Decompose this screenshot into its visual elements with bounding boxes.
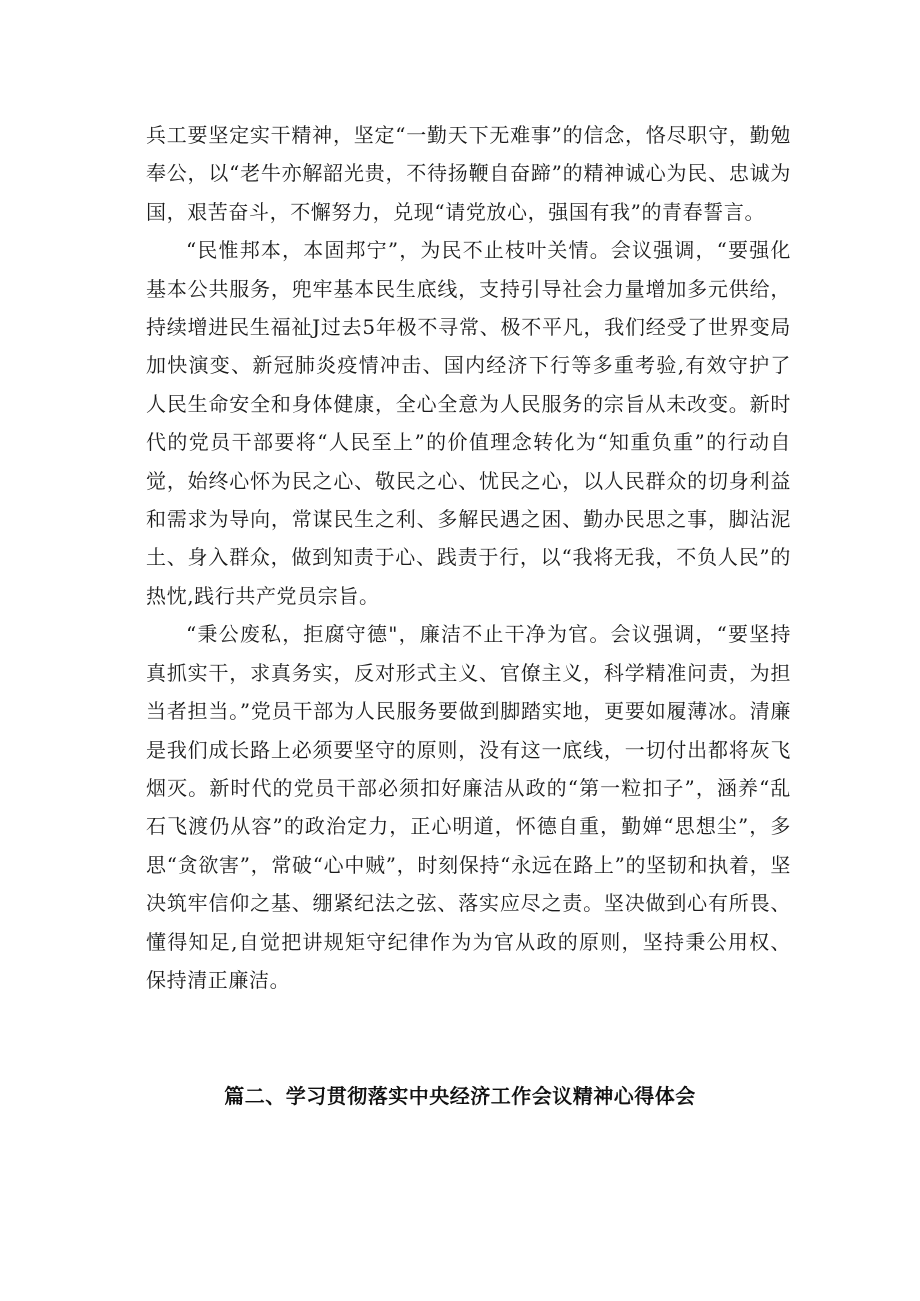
paragraph-2: “民惟邦本，本固邦宁”，为民不止枝叶关情。会议强调，“要强化基本公共服务，兜牢基本民生底线，支持引导社会力量增加多元供给，持续增进民生福祉J过去5年极不寻常、极不平凡，我们经受了世界变局加快演变、新冠肺炎疫情冲击、国内经济下行等多重考验,有效守护了人民生命安全和身体健康，全心全意为人民服务的宗旨从未改变。新时代的党员干部要将“人民至上”的价值理念转化为“知重负重”的行动自觉，始终心怀为民之心、敬民之心、忧民之心，以人民群众的切身利益和需求为导向，常谋民生之利、多解民遇之困、勤办民思之事，脚沾泥土、身入群众，做到知责于心、践责于行，以“我将无我，不负人民”的热忱,践行共产党员宗旨。 — [146, 238, 791, 608]
paragraph-3: “秉公废私，拒腐守德"，廉洁不止干净为官。会议强调，“要坚持真抓实干，求真务实，反对形式主义、官僚主义，科学精准问责，为担当者担当。”党员干部为人民服务要做到脚踏实地，更要如履薄冰。清廉是我们成长路上必须要坚守的原则，没有这一底线，一切付出都将灰飞烟灭。新时代的党员干部必须扣好廉洁从政的“第一粒扣子”，涵养“乱石飞渡仍从容”的政治定力，正心明道，怀德自重，勤婵“思想尘”，多思“贪欲害”，常破“心中贼”，时刻保持“永远在路上”的坚韧和执着，坚决筑牢信仰之基、绷紧纪法之弦、落实应尽之责。坚决做到心有所畏、懂得知足,自觉把讲规矩守纪律作为为官从政的原则，坚持秉公用权、保持清正廉洁。 — [146, 622, 791, 992]
section-title: 篇二、学习贯彻落实中央经济工作会议精神心得体会 — [224, 1084, 696, 1108]
paragraph-1: 兵工要坚定实干精神，坚定“一勤天下无难事”的信念，恪尽职守，勤勉奉公，以“老牛亦解韶光贵，不待扬鞭自奋蹄”的精神诚心为民、忠诚为国，艰苦奋斗，不懈努力，兑现“请党放心，强国有我”的青春誓言。 — [146, 123, 791, 224]
document-body — [146, 116, 791, 999]
